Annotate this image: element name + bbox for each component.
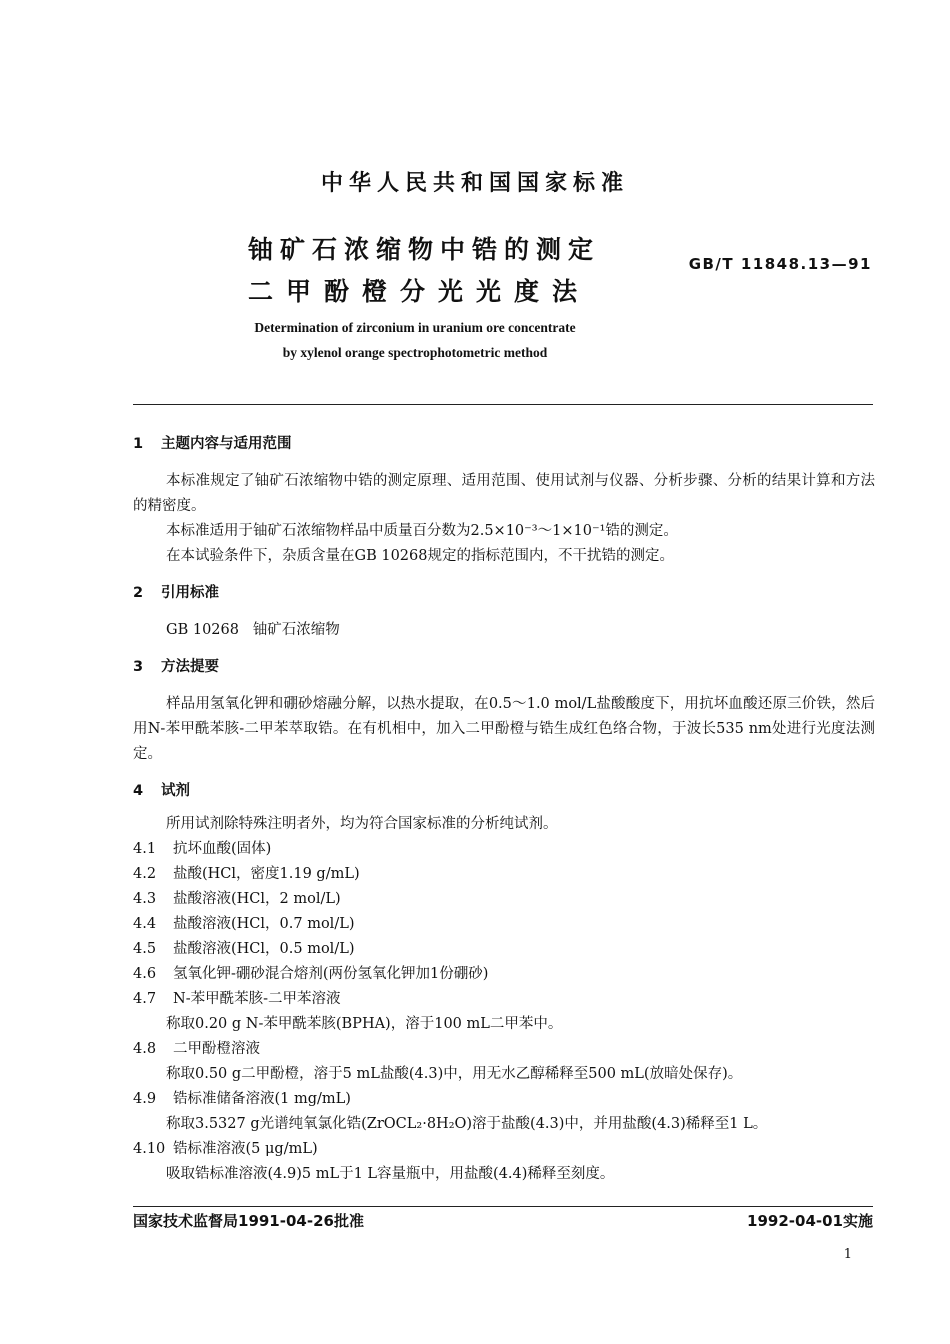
reagent-name: 氢氧化钾-硼砂混合熔剂(两份氢氧化钾加1份硼砂)	[173, 966, 489, 982]
section-3-paragraph-1: 样品用氢氧化钾和硼砂熔融分解，以热水提取，在0.5～1.0 mol/L盐酸酸度下，用抗坏血酸还原三价铁，然后用N-苯甲酰苯胲-二甲苯萃取锆。在有机相中，加入二甲酚橙与锆生成红色络合物，于波长535 nm处进行光度法测定。	[133, 696, 875, 762]
reagent-item	[133, 962, 875, 987]
normative-reference	[133, 618, 875, 643]
reagent-number: 4.6	[133, 966, 157, 982]
document-title-cn-line1: 铀矿石浓缩物中锆的测定	[248, 235, 601, 264]
reagent-name: 锆标准储备溶液(1 mg/mL)	[173, 1091, 351, 1107]
section-1-paragraph-3: 在本试验条件下，杂质含量在GB 10268规定的指标范围内，不干扰锆的测定。	[166, 548, 674, 564]
reference-title: 铀矿石浓缩物	[252, 622, 340, 638]
section-number: 3	[133, 659, 144, 675]
section-title: 方法提要	[161, 659, 219, 675]
reagent-number: 4.8	[133, 1041, 157, 1057]
reagent-item	[133, 1037, 875, 1062]
reagent-number: 4.5	[133, 941, 157, 957]
page-number: 1	[843, 1247, 852, 1262]
section-2-heading	[133, 581, 875, 606]
reagent-preparation: 称取0.20 g N-苯甲酰苯胲(BPHA)，溶于100 mL二甲苯中。	[166, 1016, 563, 1032]
section-number: 2	[133, 585, 144, 601]
document-title-en-line2: by xylenol orange spectrophotometric method	[282, 345, 548, 360]
reagent-preparation: 称取3.5327 g光谱纯氧氯化锆(ZrOCL₂·8H₂O)溶于盐酸(4.3)中，并用盐酸(4.3)稀释至1 L。	[166, 1116, 768, 1132]
section-1-heading	[133, 432, 875, 457]
reagent-number: 4.9	[133, 1091, 157, 1107]
reagent-item	[133, 937, 875, 962]
reagent-number: 4.10	[133, 1141, 166, 1157]
reagent-item	[133, 1087, 875, 1112]
reagent-name: 盐酸溶液(HCl，2 mol/L)	[173, 891, 341, 907]
footer-divider	[133, 1206, 873, 1207]
section-number: 4	[133, 783, 144, 799]
reagent-item	[133, 1137, 875, 1162]
reagent-name: N-苯甲酰苯胲-二甲苯溶液	[173, 991, 341, 1007]
document-title-en-line1: Determination of zirconium in uranium ore concentrate	[254, 320, 576, 335]
effective-date: 1992-04-01实施	[747, 1212, 873, 1230]
header-divider	[133, 404, 873, 405]
section-title: 主题内容与适用范围	[161, 436, 292, 452]
reagent-item	[133, 862, 875, 887]
section-4-heading	[133, 779, 875, 804]
section-title: 试剂	[161, 783, 190, 799]
section-1-paragraph-2: 本标准适用于铀矿石浓缩物样品中质量百分数为2.5×10⁻³～1×10⁻¹锆的测定。	[166, 523, 678, 539]
reagent-preparation: 称取0.50 g二甲酚橙，溶于5 mL盐酸(4.3)中，用无水乙醇稀释至500 mL(放暗处保存)。	[166, 1066, 743, 1082]
reagent-name: 二甲酚橙溶液	[173, 1041, 260, 1057]
reagent-preparation: 吸取锆标准溶液(4.9)5 mL于1 L容量瓶中，用盐酸(4.4)稀释至刻度。	[166, 1166, 615, 1182]
reagent-number: 4.3	[133, 891, 157, 907]
reagent-item	[133, 837, 875, 862]
document-title-cn-line2: 二甲酚橙分光光度法	[248, 277, 591, 306]
reagent-name: 盐酸(HCl，密度1.19 g/mL)	[173, 866, 360, 882]
reference-code: GB 10268	[166, 622, 239, 638]
section-title: 引用标准	[161, 585, 219, 601]
section-number: 1	[133, 436, 144, 452]
reagent-name: 盐酸溶液(HCl，0.7 mol/L)	[173, 916, 355, 932]
reagent-number: 4.4	[133, 916, 157, 932]
section-4-intro: 所用试剂除特殊注明者外，均为符合国家标准的分析纯试剂。	[166, 816, 558, 832]
issuing-authority-heading: 中华人民共和国国家标准	[320, 171, 629, 196]
reagent-number: 4.2	[133, 866, 157, 882]
standard-code: GB/T 11848.13—91	[688, 255, 872, 273]
reagent-number: 4.1	[133, 841, 157, 857]
reagent-name: 盐酸溶液(HCl，0.5 mol/L)	[173, 941, 355, 957]
reagent-name: 抗坏血酸(固体)	[173, 841, 272, 857]
section-3-heading	[133, 655, 875, 680]
reagent-number: 4.7	[133, 991, 157, 1007]
document-body	[133, 432, 875, 1187]
reagent-item	[133, 912, 875, 937]
reagent-item	[133, 987, 875, 1012]
approval-date: 国家技术监督局1991-04-26批准	[133, 1212, 364, 1230]
reagent-name: 锆标准溶液(5 μg/mL)	[173, 1141, 318, 1157]
section-1-paragraph-1: 本标准规定了铀矿石浓缩物中锆的测定原理、适用范围、使用试剂与仪器、分析步骤、分析的结果计算和方法的精密度。	[133, 473, 875, 514]
reagent-item	[133, 887, 875, 912]
